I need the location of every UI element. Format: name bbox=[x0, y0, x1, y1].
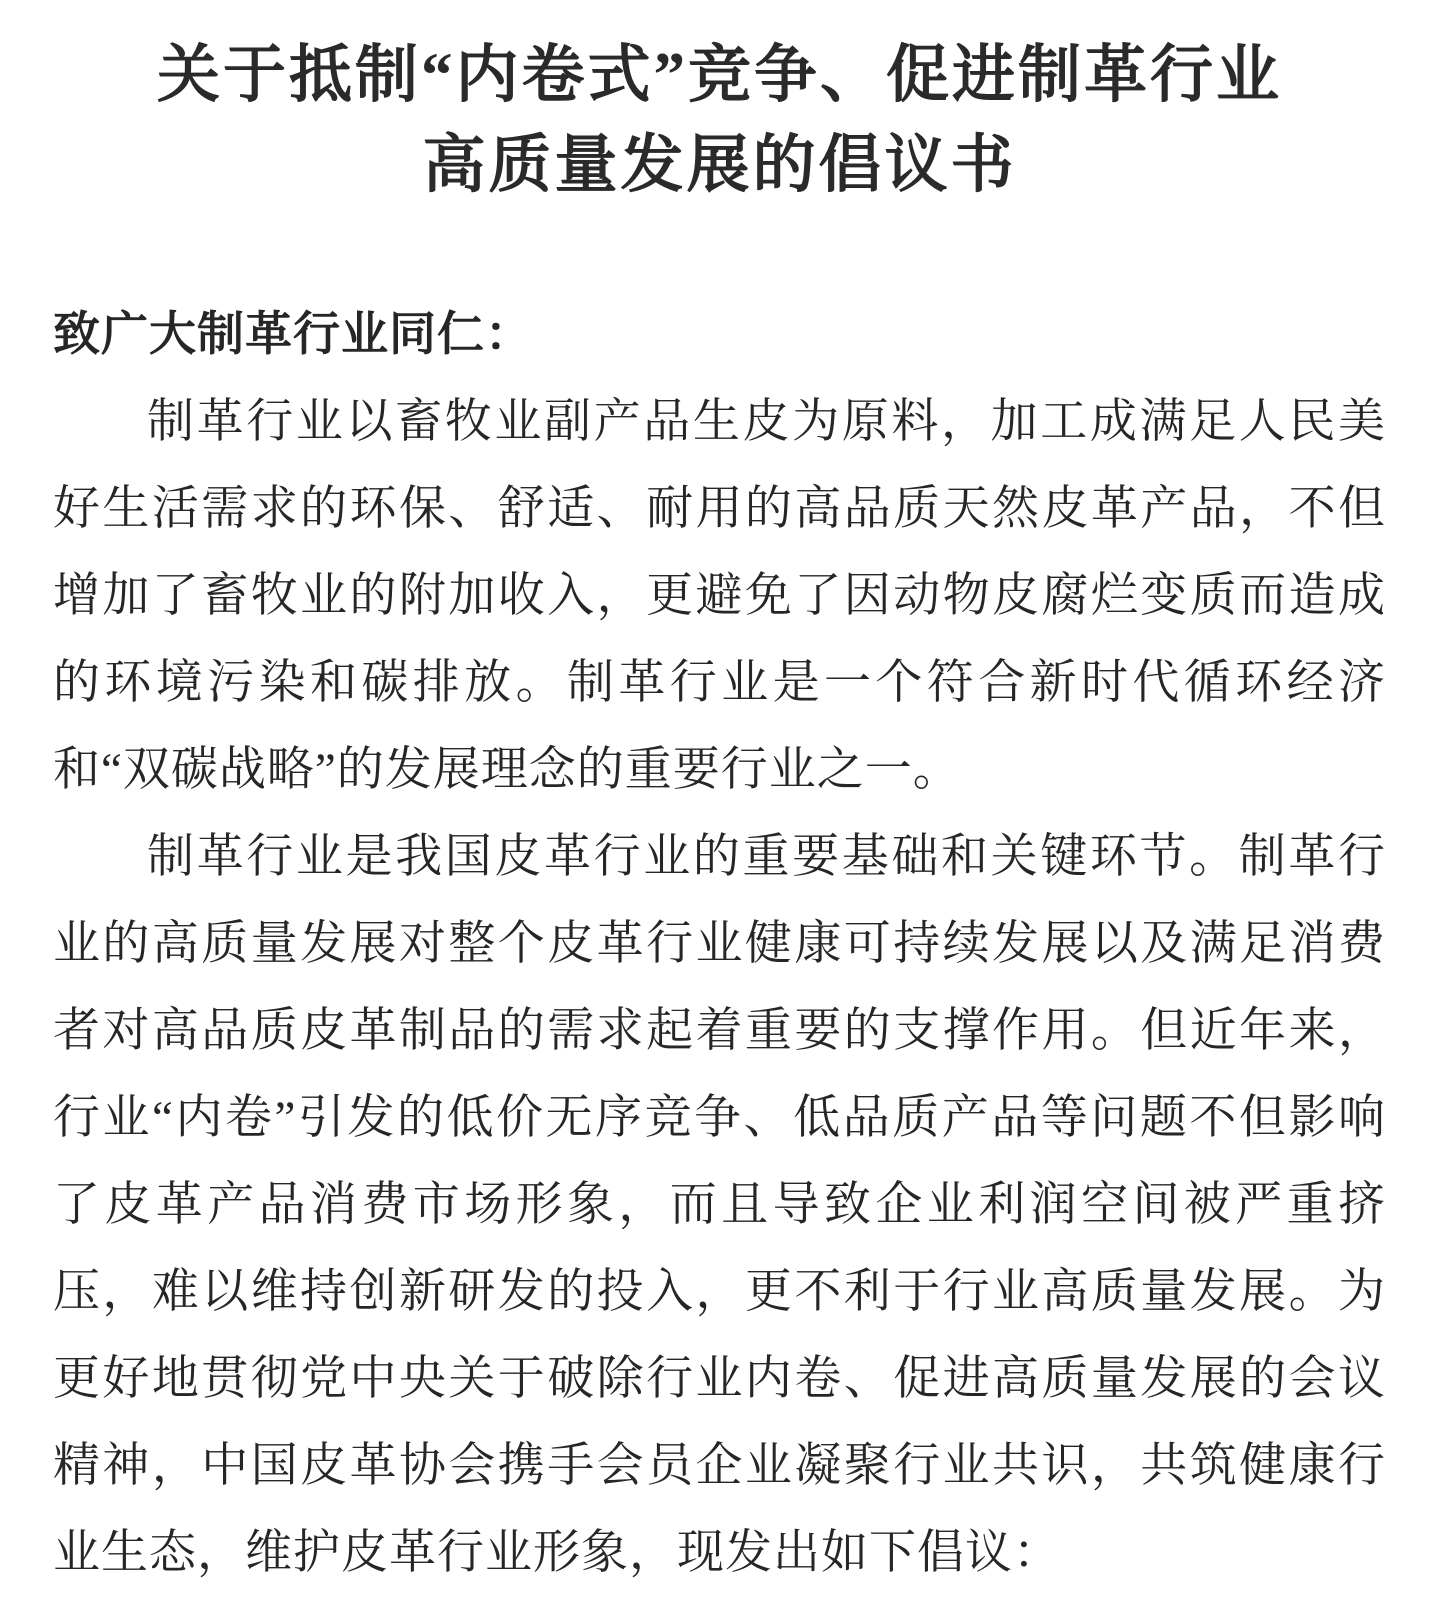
document-title-line-1: 关于抵制“内卷式”竞争、促进制革行业 bbox=[157, 40, 1282, 110]
document-title bbox=[53, 30, 1386, 210]
document-title-line-2: 高质量发展的倡议书 bbox=[422, 130, 1017, 200]
body-paragraph-1: 制革行业以畜牧业副产品生皮为原料，加工成满足人民美好生活需求的环保、舒适、耐用的高品质天然皮革产品，不但增加了畜牧业的附加收入，更避免了因动物皮腐烂变质而造成的环境污染和碳排放。制革行业是一个符合新时代循环经济和“双碳战略”的发展理念的重要行业之一。 bbox=[53, 396, 1386, 796]
salutation-line: 致广大制革行业同仁： bbox=[53, 309, 533, 361]
body-paragraph-2: 制革行业是我国皮革行业的重要基础和关键环节。制革行业的高质量发展对整个皮革行业健康可持续发展以及满足消费者对高品质皮革制品的需求起着重要的支撑作用。但近年来，行业“内卷”引发的低价无序竞争、低品质产品等问题不但影响了皮革产品消费市场形象，而且导致企业利润空间被严重挤压，难以维持创新研发的投入，更不利于行业高质量发展。为更好地贯彻党中央关于破除行业内卷、促进高质量发展的会议精神，中国皮革协会携手会员企业凝聚行业共识，共筑健康行业生态，维护皮革行业形象，现发出如下倡议： bbox=[53, 831, 1386, 1579]
